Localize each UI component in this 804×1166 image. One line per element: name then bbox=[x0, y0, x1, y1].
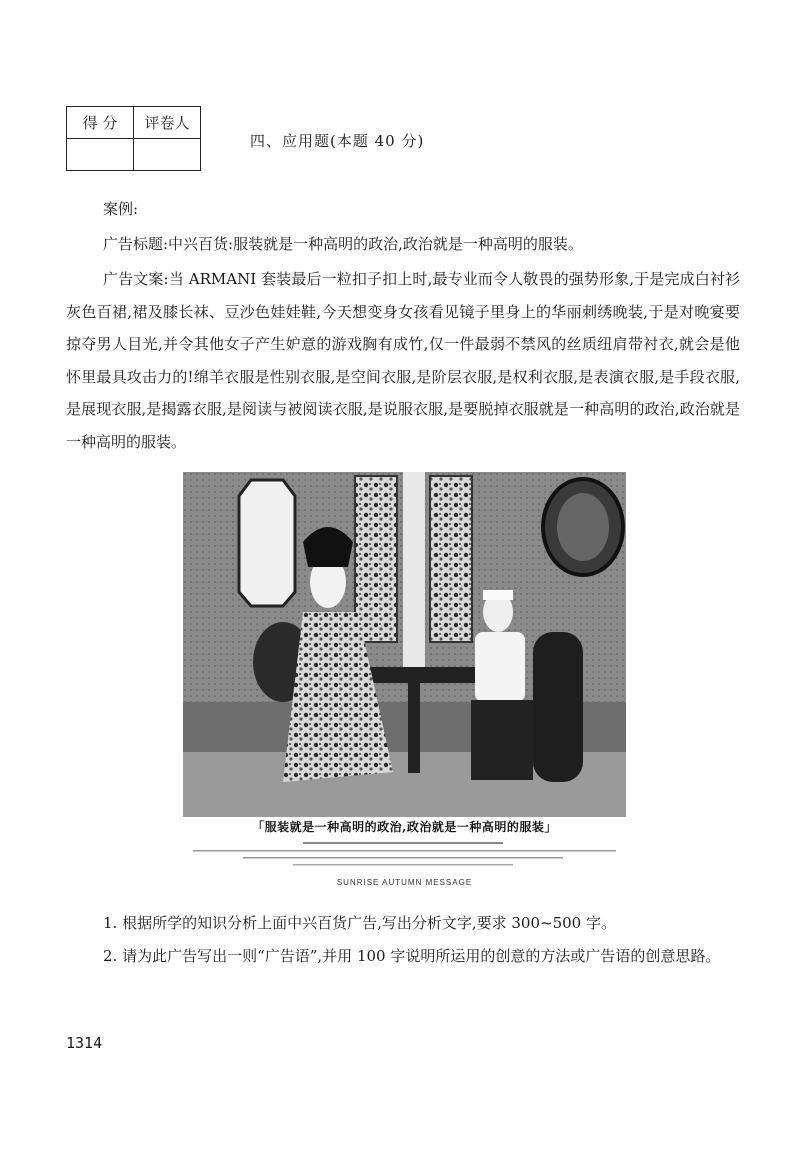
ad-fine-print bbox=[183, 840, 626, 870]
ad-copy: 广告文案:当 ARMANI 套装最后一粒扣子扣上时,最专业而令人敬畏的强势形象,于是完成白衬衫灰色百裙,裙及膝长袜、豆沙色娃娃鞋,今天想变身女孩看见镜子里身上的华丽刺绣晚装,于是对晚宴要掠夺男人目光,并令其他女子产生妒意的游戏胸有成竹,仅一件最弱不禁风的丝质纽肩带衬衣,就会是他怀里最具攻击力的!绵羊衣服是性别衣服,是空间衣服,是阶层衣服,是权利衣服,是表演衣服,是手段衣服,是展现衣服,是揭露衣服,是阅读与被阅读衣服,是说服衣服,是要脱掉衣服就是一种高明的政治,政治就是一种高明的服装。 bbox=[66, 270, 740, 451]
score-cell bbox=[67, 139, 134, 171]
score-table bbox=[66, 106, 201, 171]
score-label: 得 分 bbox=[67, 107, 134, 139]
question-2: 2. 请为此广告写出一则“广告语”,并用 100 字说明所运用的创意的方法或广告语的创意思路。 bbox=[103, 947, 721, 965]
grader-label: 评卷人 bbox=[134, 107, 201, 139]
ad-tagline: SUNRISE AUTUMN MESSAGE bbox=[336, 878, 473, 887]
ad-headline: 广告标题:中兴百货:服装就是一种高明的政治,政治就是一种高明的服装。 bbox=[103, 235, 583, 253]
ad-caption: 「服装就是一种高明的政治,政治就是一种高明的服装」 bbox=[252, 820, 557, 834]
page-number: 1314 bbox=[66, 1034, 103, 1052]
grader-cell bbox=[134, 139, 201, 171]
question-1: 1. 根据所学的知识分析上面中兴百货广告,写出分析文字,要求 300~500 字。 bbox=[103, 914, 616, 932]
case-label: 案例: bbox=[103, 200, 139, 218]
section-title: 四、应用题(本题 40 分) bbox=[250, 132, 425, 150]
